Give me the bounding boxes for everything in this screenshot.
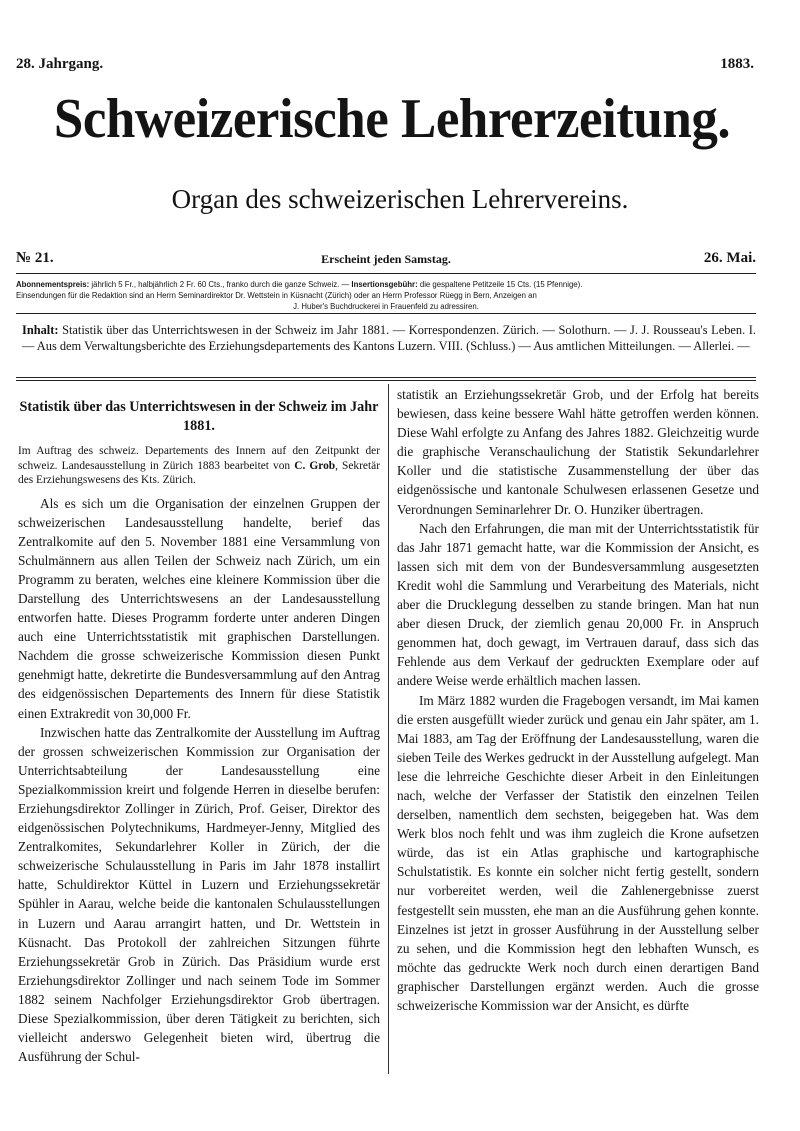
article-paragraph: statistik an Erziehungssekretär Grob, und der Erfolg hat bereits bewiesen, dass keine bessere Wahl hätte getroffen werden können. Diese Wahl erfolgte zu Anfang des Jahres 1882. Gleichzeitig wurde die graphische Veranschaulichung der Statistik Sekundarlehrer Koller und die statistische Zusammenstellung der über das eidgenössische und kantonale Schulwesen erlassenen Gesetze und Verordnungen Seminarlehrer Dr. O. Hunziker übertragen. [397, 387, 759, 517]
submission-info: Einsendungen für die Redaktion sind an Herrn Seminardirektor Dr. Wettstein in Küsnacht (Zürich) oder an Herrn Professor Rüegg in Bern, Anzeigen an [16, 291, 537, 300]
article-paragraph: Inzwischen hatte das Zentralkomite der Ausstellung im Auftrag der grossen schweizerischen Kommission zur Organisation der Unterrichtsabteilung der Landesausstellung eine Spezialkommission kreirt und folgende Herren in dieselbe berufen: Erziehungsdirektor Zollinger in Zürich, Prof. Geiser, Direktor des eidgenössischen Polytechnikums, Hardmeyer-Jenny, Mitglied des Zentralkomites, Sekundarlehrer Koller in Zürich, der die schweizerische Schulausstellung in Paris im Jahr 1878 installirt hatte, Schuldirektor Küttel in Luzern und Erziehungssekretär Spühler in Aarau, welche beide die kantonalen Schulausstellungen in Luzern und Aarau arrangirt hatten, und Dr. Wettstein in Küsnacht. Das Protokoll der zahlreichen Sitzungen führte Erziehungssekretär Grob in Zürich. Das Präsidium wurde erst Erziehungsdirektor Zollinger und nach seinem Tode im Sommer 1882 seinem Nachfolger Erziehungsdirektor Grob übertragen. Diese Spezialkommission, über deren Tätigkeit zu berichten, sich vielleicht anderswo Gelegenheit bieten wird, übertrug die Ausführung der Schul- [18, 724, 380, 1065]
issue-number: № 21. [16, 250, 54, 266]
printer-info: J. Huber's Buchdruckerei in Frauenfeld zu adressiren. [293, 302, 479, 311]
issue-date: 26. Mai. [703, 250, 756, 266]
left-column [18, 388, 380, 1066]
insertion-label: Insertionsgebühr: [351, 280, 418, 289]
table-of-contents [22, 322, 756, 354]
column-divider [388, 384, 389, 1074]
divider [16, 273, 756, 274]
insertion-text: die gespaltene Petitzeile 15 Cts. (15 Pfennige). [417, 280, 583, 289]
right-column [397, 385, 759, 1015]
intro-text-end: , Sekretär des Erziehungswesens des Kts. Zürich. [18, 459, 380, 486]
masthead-subtitle: Organ des schweizerischen Lehrervereins. [171, 184, 629, 214]
masthead-title: Schweizerische Lehrerzeitung. [53, 88, 731, 150]
subscription-info [16, 279, 756, 312]
volume-label: 28. Jahrgang. [16, 56, 104, 72]
contents-label: Inhalt: [22, 323, 59, 337]
article-title: Statistik über das Unterrichtswesen in der Schweiz im Jahr 1881. [19, 399, 379, 434]
divider [16, 380, 756, 381]
divider [16, 377, 756, 378]
article-intro [18, 444, 380, 488]
subscription-text: jährlich 5 Fr., halbjährlich 2 Fr. 60 Cts., franko durch die ganze Schweiz. — [89, 280, 352, 289]
article-paragraph: Als es sich um die Organisation der einzelnen Gruppen der schweizerischen Landesausstellung handelte, berief das Zentralkomite auf den 5. November 1881 eine Versammlung von Schulmännern aus allen Teilen der Schweiz nach Zürich, um ein Programm zu beraten, welches eine kleinere Kommission über die Darstellung des Unterrichtswesens an der Landesausstellung entworfen hatte. Dieses Programm forderte unter anderen Dingen auch eine Unterrichtsstatistik mit graphischen Darstellungen. Nachdem die grosse schweizerische Kommission diesen Punkt genehmigt hatte, dekretirte die Bundesversammlung auf den Antrag des eidgenössischen Departements des Innern für diese Statistik einen Extrakredit von 30,000 Fr. [18, 495, 380, 721]
header-top-row [16, 56, 754, 76]
divider [16, 313, 756, 314]
contents-text: Statistik über das Unterrichtswesen in der Schweiz im Jahr 1881. — Korrespondenzen. Zürich. — Solothurn. — J. J. Rousseau's Leben. I. — Aus dem Verwaltungsberichte des Erziehungsdepartements des Kantons Luzern. VIII. (Schluss.) — Aus amtlichen Mitteilungen. — Allerlei. — [22, 323, 756, 353]
issue-row [16, 250, 756, 270]
publication-frequency: Erscheint jeden Samstag. [321, 252, 451, 266]
article-paragraph: Im März 1882 wurden die Fragebogen versandt, im Mai kamen die ersten ausgefüllt wieder zurück und genau ein Jahr später, am 1. Mai 1883, am Tag der Eröffnung der Landesausstellung, waren die sieben Teile des Werkes gedruckt in der Ausstellung aufgelegt. Man lese die lehrreiche Geschichte dieser Arbeit in den Einleitungen nach, welche der Verfasser der Statistik den einzelnen Teilen derselben, namentlich dem sechsten, beigegeben hat. Was dem Werk blos noch fehlt und was ihm zugleich die Krone aufsetzen würde, das ist ein Atlas graphische und kartographische Schulstatistik. Es konnte ein solcher nicht fertig gestellt, sondern nur vorbereitet werden, weil die Zahlenergebnisse zuerst festgestellt sein mussten, ehe man an die Ausführung gehen konnte. Einzelnes ist jetzt in grosser Ausführung in der Ausstellung selber zu sehen, und die Kommission hegt den lebhaften Wunsch, es möchte das gedruckte Werk noch durch einen derartigen Band graphischer Darstellungen ergänzt werden. Auch die grosse schweizerische Kommission war der Ansicht, es dürfte [397, 692, 759, 1013]
subscription-label: Abonnementspreis: [16, 280, 90, 289]
author-name: C. Grob [294, 459, 336, 472]
intro-text: Im Auftrag des schweiz. Departements des Innern auf den Zeitpunkt der schweiz. Landesausstellung in Zürich 1883 bearbeitet von [18, 445, 380, 472]
article-paragraph: Nach den Erfahrungen, die man mit der Unterrichtsstatistik für das Jahr 1871 gemacht hatte, war die Kommission der Ansicht, es lassen sich mit dem von der Bundesversammlung ausgesetzten Kredit wohl die Sammlung und Verarbeitung des Materials, nicht aber die Drucklegung desselben zu stande bringen. Man hat nun aber diesen Druck, der ziemlich genau 20,000 Fr. in Anspruch genommen hat, doch gewagt, im Vertrauen darauf, dass sich das Fehlende aus dem Verkauf der gedruckten Exemplare oder auf andere Weise werde erhältlich machen lassen. [397, 520, 759, 689]
year-label: 1883. [720, 56, 754, 72]
